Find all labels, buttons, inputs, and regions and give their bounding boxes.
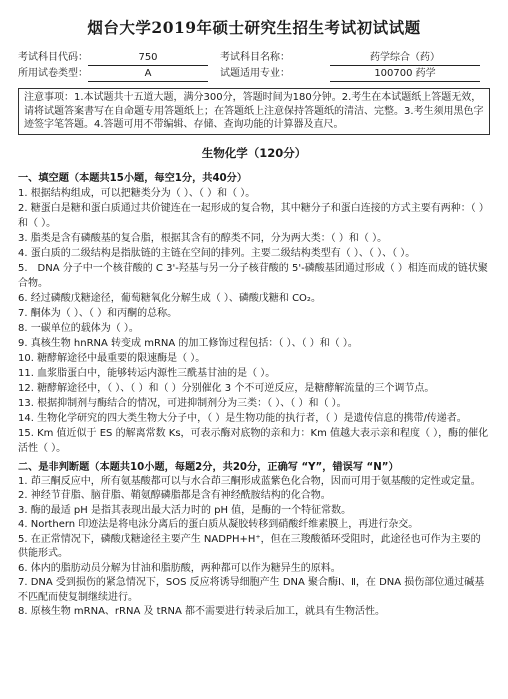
major-value: 100700 药学 [330, 67, 480, 82]
question-item: 1. 根据结构组成，可以把糖类分为（ ）、（ ）和（ ）。 [18, 187, 256, 199]
subject-label: 考试科目名称： [220, 52, 290, 63]
question-item: 8. 原核生物 mRNA、rRNA 及 tRNA 都不需要进行转录后加工，就具有生物活性。 [18, 606, 386, 617]
question-item: 3. 酶的最适 pH 是指其表现出最大活力时的 pH 值，是酶的一个特征常数。 [18, 504, 352, 516]
question-item: 15. Km 值近似于 ES 的解离常数 Ks，可表示酶对底物的亲和力：Km 值越大表示亲和程度（ ），酶的催化活性（ ）。 [18, 427, 489, 454]
part2-questions [18, 475, 490, 620]
code-label: 考试科目代码： [18, 52, 88, 63]
question-item: 7. DNA 受到损伤的紧急情况下，SOS 反应将诱导细胞产生 DNA 聚合酶Ⅰ、Ⅱ，在 DNA 损伤部位通过碱基不匹配而使复制继续进行。 [18, 577, 485, 603]
part1-questions [18, 186, 490, 456]
question-item: 11. 血浆脂蛋白中，能够转运内源性三酰基甘油的是（ ）。 [18, 367, 276, 379]
question-item: 1. 茚三酮反应中，所有氨基酸都可以与水合茚三酮形成蓝紫色化合物，因而可用于氨基酸的定性或定量。 [18, 475, 481, 487]
info-row-1 [18, 50, 490, 66]
part2-heading: 二、是非判断题（本题共10小题，每题2分，共20分，正确写 “Y”，错误写 “N”） [18, 461, 399, 473]
question-item: 7. 酮体为（ ）、（ ）和丙酮的总称。 [18, 307, 178, 319]
question-item: 2. 神经节苷脂、脑苷脂、鞘氨醇磷脂都是含有神经酰胺结构的化合物。 [18, 490, 331, 501]
section-title: 生物化学（120分） [201, 145, 307, 160]
question-item: 13. 根据抑制剂与酶结合的情况，可进抑制剂分为三类：（ ）、（ ）和（ ）。 [18, 397, 347, 409]
question-item: 6. 体内的脂肪动员分解为甘油和脂肪酸，两种都可以作为糖异生的原料。 [18, 562, 341, 574]
exam-info [18, 50, 490, 82]
question-item: 5. DNA 分子中一个核苷酸的 C 3'-羟基与另一分子核苷酸的 5'-磷酸基团通过形成（ ）相连而成的链状聚合物。 [18, 262, 488, 289]
exam-title: 烟台大学2019年硕士研究生招生考试初试试题 [87, 18, 421, 37]
type-label: 所用试卷类型： [18, 68, 88, 79]
question-item: 2. 糖蛋白是糖和蛋白质通过共价键连在一起形成的复合物，其中糖分子和蛋白连接的方式主要有两种：（ ）和（ ）。 [18, 202, 489, 229]
info-row-2 [18, 66, 490, 82]
question-item: 5. 在正常情况下，磷酸戊糖途径主要产生 NADPH+H⁺，但在三羧酸循环受阻时，此途径也可作为主要的供能形式。 [18, 533, 481, 559]
question-item: 10. 糖酵解途径中最重要的限速酶是（ ）。 [18, 352, 206, 364]
question-item: 6. 经过磷酸戊糖途径，葡萄糖氧化分解生成（ ）、磷酸戊糖和 CO₂。 [18, 292, 321, 304]
major-label: 试题适用专业： [220, 68, 290, 79]
code-value: 750 [88, 51, 208, 66]
notice-box: 注意事项：1.本试题共十五道大题，满分300分，答题时间为180分钟。2.考生在本试题纸上答题无效，请将试题答案書写在自命题专用答题纸上；在答题纸上注意保持答题纸的清洁、完整。3.考生须用黑色字迹签字笔答题。4.答题可用不带编辑、存储、查询功能的计算器及直尺。 [18, 88, 490, 135]
question-item: 8. 一碳单位的载体为（ ）。 [18, 322, 139, 334]
part1-heading: 一、填空题（本题共15小题，每空1分，共40分） [18, 172, 248, 184]
question-item: 14. 生物化学研究的四大类生物大分子中，（ ）是生物功能的执行者，（ ）是遗传信息的携带/传递者。 [18, 412, 467, 424]
question-item: 12. 糖酵解途径中，（ ）、（ ）和（ ）分别催化 3 个不可逆反应，是糖酵解流量的三个调节点。 [18, 382, 435, 394]
question-item: 9. 真核生物 hnRNA 转变成 mRNA 的加工修饰过程包括：（ ）、（ ）和（ ）。 [18, 337, 358, 349]
type-value: A [88, 67, 208, 82]
subject-value: 药学综合（药） [330, 51, 480, 66]
question-item: 3. 脂类是含有磷酸基的复合脂，根据其含有的醇类不同，分为两大类：（ ）和（ ）。 [18, 232, 388, 244]
question-item: 4. 蛋白质的二级结构是指肽链的主链在空间的排列。主要二级结构类型有（ ）、（ ）、（ ）。 [18, 247, 416, 259]
question-item: 4. Northern 印迹法是将电泳分离后的蛋白质从凝胶转移到硝酸纤维素膜上，再进行杂交。 [18, 519, 419, 530]
